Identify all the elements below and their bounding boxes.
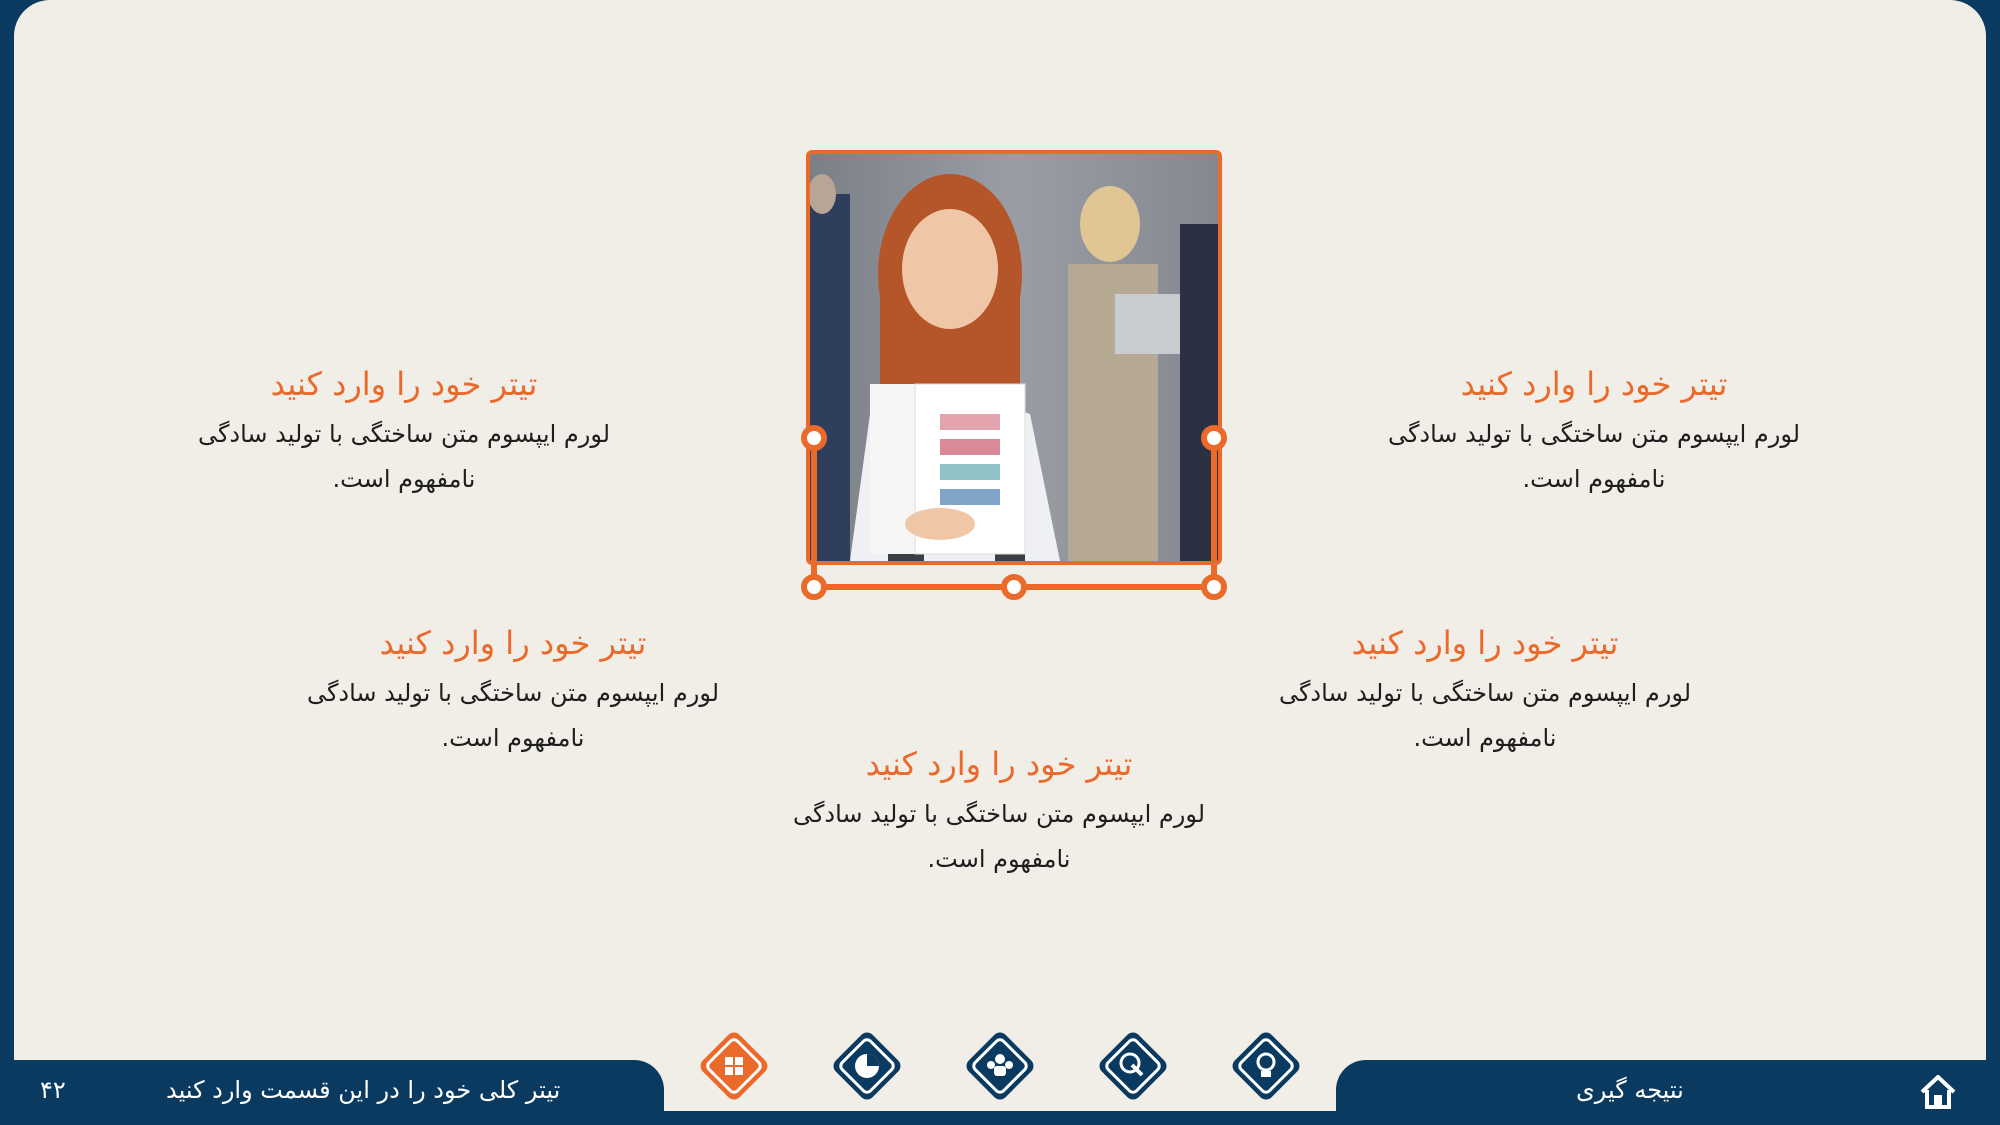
pie-chart-icon bbox=[828, 1027, 906, 1105]
info-block-bottom-center bbox=[769, 742, 1229, 882]
puzzle-icon bbox=[695, 1027, 773, 1105]
lightbulb-icon bbox=[1227, 1027, 1305, 1105]
block-title: تیتر خود را وارد کنید bbox=[1460, 365, 1728, 403]
block-description: لورم ایپسوم متن ساختگی با تولید سادگی نامفهوم است. bbox=[1278, 679, 1692, 752]
block-description: لورم ایپسوم متن ساختگی با تولید سادگی نامفهوم است. bbox=[792, 800, 1206, 873]
home-icon bbox=[1918, 1072, 1958, 1112]
block-title: تیتر خود را وارد کنید bbox=[865, 745, 1133, 783]
info-block-top-left bbox=[174, 362, 634, 502]
block-description: لورم ایپسوم متن ساختگی با تولید سادگی نامفهوم است. bbox=[1387, 420, 1801, 493]
slide-canvas bbox=[14, 0, 1986, 1111]
info-block-top-right bbox=[1364, 362, 1824, 502]
team-icon bbox=[961, 1027, 1039, 1105]
nav-lightbulb-button[interactable] bbox=[1227, 1027, 1305, 1105]
presentation-title: تیتر کلی خود را در این قسمت وارد کنید bbox=[166, 1076, 561, 1104]
info-block-bottom-right bbox=[1255, 621, 1715, 761]
block-title: تیتر خود را وارد کنید bbox=[270, 365, 538, 403]
info-block-bottom-left bbox=[283, 621, 743, 761]
block-description: لورم ایپسوم متن ساختگی با تولید سادگی نامفهوم است. bbox=[306, 679, 720, 752]
page-number: ۴۲ bbox=[40, 1076, 66, 1104]
home-button[interactable] bbox=[1918, 1072, 1958, 1112]
block-description: لورم ایپسوم متن ساختگی با تولید سادگی نامفهوم است. bbox=[197, 420, 611, 493]
block-title: تیتر خود را وارد کنید bbox=[1351, 624, 1619, 662]
nav-puzzle-button[interactable] bbox=[695, 1027, 773, 1105]
nav-team-button[interactable] bbox=[961, 1027, 1039, 1105]
section-title: نتیجه گیری bbox=[1576, 1076, 1684, 1104]
footer-right-bar bbox=[1336, 1060, 2000, 1125]
nav-pie-chart-button[interactable] bbox=[828, 1027, 906, 1105]
block-title: تیتر خود را وارد کنید bbox=[379, 624, 647, 662]
click-target-icon bbox=[1094, 1027, 1172, 1105]
photo-connector-lines bbox=[764, 420, 1264, 605]
nav-click-target-button[interactable] bbox=[1094, 1027, 1172, 1105]
footer-left-bar bbox=[0, 1060, 664, 1125]
